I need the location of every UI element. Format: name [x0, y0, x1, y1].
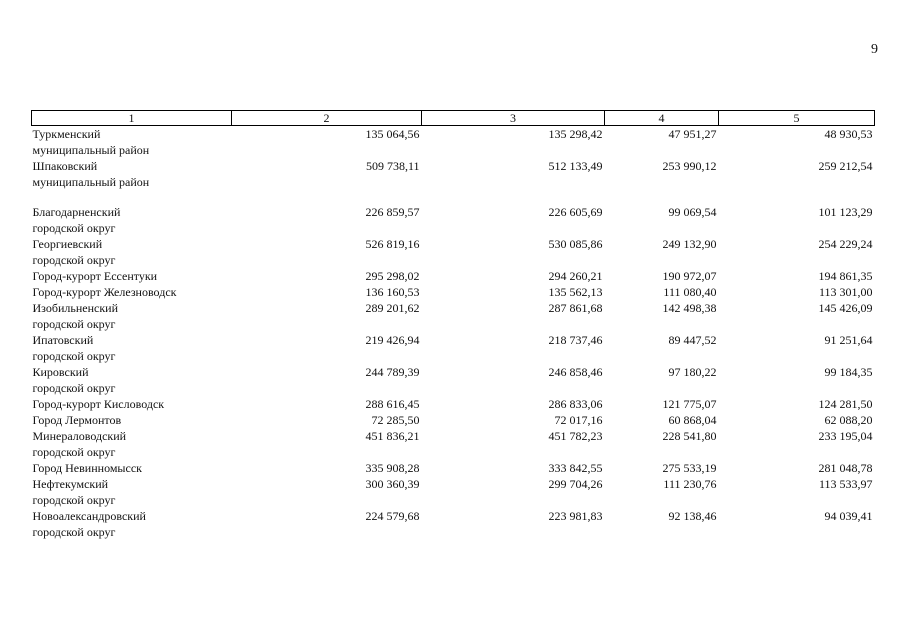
row-name: Город-курорт Железноводск: [32, 285, 177, 299]
row-value-col4: 121 775,07: [662, 397, 717, 411]
row-name: Ипатовский городской округ: [32, 333, 116, 363]
row-value-col2: 509 738,11: [365, 159, 420, 173]
table-row: [32, 332, 875, 364]
row-value-col2: 288 616,45: [365, 397, 420, 411]
row-value-col3: 530 085,86: [548, 237, 603, 251]
row-value-col4: 111 080,40: [663, 285, 717, 299]
column-header-2: 2: [232, 111, 422, 126]
row-name: Благодарненский городской округ: [32, 205, 121, 235]
row-name: Минераловодский городской округ: [32, 429, 127, 459]
row-value-col3: 135 562,13: [548, 285, 603, 299]
row-value-col5: 145 426,09: [818, 301, 873, 315]
row-value-col2: 300 360,39: [365, 477, 420, 491]
row-value-col5: 113 301,00: [818, 285, 873, 299]
row-value-col5: 99 184,35: [824, 365, 873, 379]
row-value-col5: 233 195,04: [818, 429, 873, 443]
row-value-col2: 451 836,21: [365, 429, 420, 443]
row-value-col3: 72 017,16: [554, 413, 603, 427]
table-row: [32, 396, 875, 412]
row-name: Город Невинномысск: [32, 461, 142, 475]
budget-table: [31, 110, 875, 540]
row-value-col2: 295 298,02: [365, 269, 420, 283]
table-row: [32, 460, 875, 476]
row-value-col2: 335 908,28: [365, 461, 420, 475]
row-value-col2: 72 285,50: [371, 413, 420, 427]
row-value-col4: 89 447,52: [668, 333, 717, 347]
row-value-col3: 218 737,46: [548, 333, 603, 347]
table-row: [32, 284, 875, 300]
table-row: [32, 428, 875, 460]
row-value-col3: 333 842,55: [548, 461, 603, 475]
table-row: [32, 236, 875, 268]
row-value-col4: 111 230,76: [663, 477, 717, 491]
row-value-col3: 294 260,21: [548, 269, 603, 283]
table-row: [32, 364, 875, 396]
row-name: Город-курорт Ессентуки: [32, 269, 158, 283]
row-value-col5: 281 048,78: [818, 461, 873, 475]
row-name: Изобильненский городской округ: [32, 301, 118, 331]
table-row: [32, 190, 875, 236]
row-value-col4: 92 138,46: [668, 509, 717, 523]
row-value-col4: 47 951,27: [668, 127, 717, 141]
row-value-col4: 228 541,80: [662, 429, 717, 443]
table-row: [32, 126, 875, 159]
row-value-col3: 135 298,42: [548, 127, 603, 141]
row-value-col4: 60 868,04: [668, 413, 717, 427]
row-value-col3: 512 133,49: [548, 159, 603, 173]
row-value-col4: 190 972,07: [662, 269, 717, 283]
row-value-col2: 224 579,68: [365, 509, 420, 523]
row-value-col5: 113 533,97: [818, 477, 873, 491]
table-body: [32, 126, 875, 541]
row-value-col4: 97 180,22: [668, 365, 717, 379]
row-value-col2: 289 201,62: [365, 301, 420, 315]
row-value-col4: 99 069,54: [668, 205, 717, 219]
row-name: Город Лермонтов: [32, 413, 122, 427]
row-value-col3: 226 605,69: [548, 205, 603, 219]
row-value-col2: 136 160,53: [365, 285, 420, 299]
row-value-col3: 246 858,46: [548, 365, 603, 379]
row-value-col3: 451 782,23: [548, 429, 603, 443]
row-value-col5: 254 229,24: [818, 237, 873, 251]
table-row: [32, 300, 875, 332]
row-value-col4: 253 990,12: [662, 159, 717, 173]
row-value-col2: 219 426,94: [365, 333, 420, 347]
row-value-col2: 526 819,16: [365, 237, 420, 251]
row-value-col4: 275 533,19: [662, 461, 717, 475]
column-header-3: 3: [422, 111, 605, 126]
row-name: Новоалександровский городской округ: [32, 509, 146, 539]
row-name: Туркменский муниципальный район: [32, 127, 150, 157]
row-name: Георгиевский городской округ: [32, 237, 116, 267]
row-value-col2: 135 064,56: [365, 127, 420, 141]
row-value-col5: 101 123,29: [818, 205, 873, 219]
table-row: [32, 476, 875, 508]
row-value-col3: 223 981,83: [548, 509, 603, 523]
table-row: [32, 412, 875, 428]
row-value-col4: 249 132,90: [662, 237, 717, 251]
row-value-col2: 244 789,39: [365, 365, 420, 379]
row-value-col5: 91 251,64: [824, 333, 873, 347]
column-header-1: 1: [32, 111, 232, 126]
row-value-col5: 124 281,50: [818, 397, 873, 411]
row-value-col5: 259 212,54: [818, 159, 873, 173]
row-name: Нефтекумский городской округ: [32, 477, 116, 507]
row-value-col3: 286 833,06: [548, 397, 603, 411]
row-value-col5: 48 930,53: [824, 127, 873, 141]
row-value-col3: 287 861,68: [548, 301, 603, 315]
table-row: [32, 268, 875, 284]
table-row: [32, 508, 875, 540]
table-row: [32, 158, 875, 190]
page-number: 9: [871, 42, 878, 57]
column-header-4: 4: [605, 111, 719, 126]
row-value-col3: 299 704,26: [548, 477, 603, 491]
row-name: Город-курорт Кисловодск: [32, 397, 165, 411]
column-header-5: 5: [719, 111, 875, 126]
row-name: Кировский городской округ: [32, 365, 116, 395]
row-name: Шпаковский муниципальный район: [32, 159, 150, 189]
row-value-col5: 62 088,20: [824, 413, 873, 427]
header-row: [32, 111, 875, 126]
row-value-col5: 94 039,41: [824, 509, 873, 523]
row-value-col2: 226 859,57: [365, 205, 420, 219]
row-value-col4: 142 498,38: [662, 301, 717, 315]
row-value-col5: 194 861,35: [818, 269, 873, 283]
